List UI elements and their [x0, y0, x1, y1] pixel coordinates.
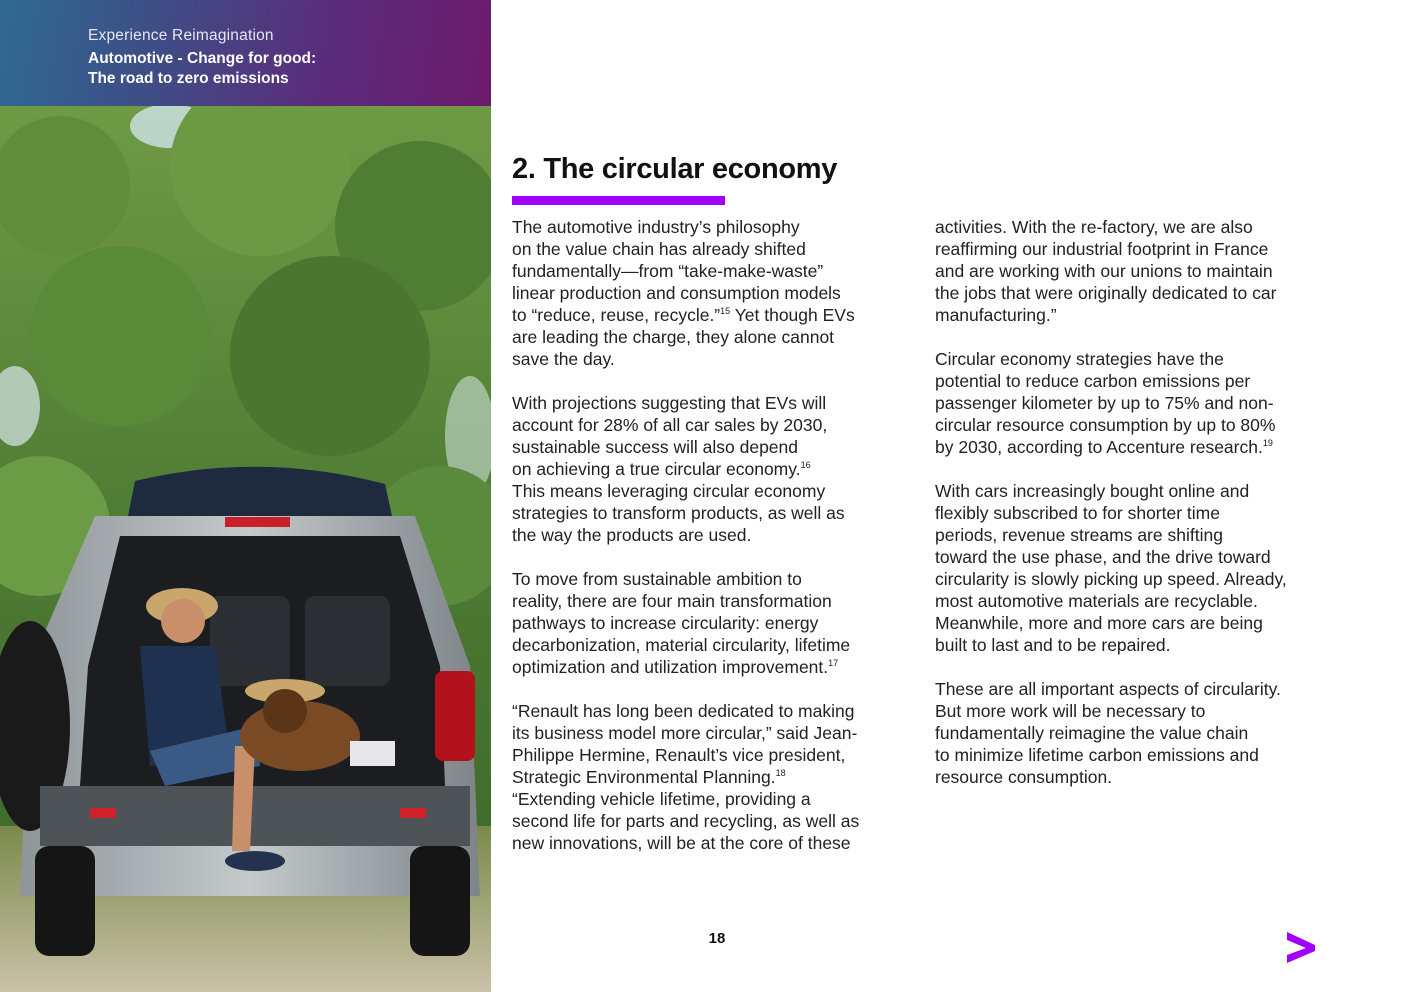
paragraph-1 [512, 216, 896, 370]
reflector [400, 808, 426, 818]
paragraph-1-tail: Yet though EVs are leading the charge, they alone cannot save the day. [512, 305, 855, 369]
footnote-ref: 17 [828, 658, 839, 668]
paragraph-4 [512, 700, 896, 854]
page-number: 18 [708, 930, 726, 947]
paragraph-4-tail: “Extending vehicle lifetime, providing a second life for parts and recycling, as well as new innovations, will be at the core of these [512, 789, 860, 853]
paragraph-6 [935, 348, 1325, 458]
reflector [90, 808, 116, 818]
paragraph-6-text: Circular economy strategies have the potential to reduce carbon emissions per passenger kilometer by up to 75% and non- circular resource consumption by up to 80% by 2030, according to Accenture research. [935, 349, 1276, 457]
right-column [935, 216, 1325, 788]
accenture-greater-than-icon-svg [1284, 930, 1318, 964]
seat [210, 596, 290, 686]
man-shoe [225, 851, 285, 871]
header-eyebrow: Experience Reimagination [88, 27, 274, 44]
header-title-line-2: The road to zero emissions [88, 70, 289, 87]
heading-accent-rule [512, 196, 725, 205]
header-band [0, 0, 491, 106]
hero-photo [0, 106, 491, 992]
paragraph-2 [512, 392, 896, 546]
footnote-ref: 16 [800, 460, 811, 470]
paragraph-3-text: To move from sustainable ambition to reality, there are four main transformation pathways to increase circularity: energy decarbonization, material circularity, lifetime optimization and utilization improvement. [512, 569, 851, 677]
paragraph-4-text: “Renault has long been dedicated to making its business model more circular,” said Jean- Philippe Hermine, Renault’s vice president, Strategic Environmental Planning. [512, 701, 858, 787]
brake-light [225, 517, 290, 527]
foliage [30, 246, 210, 426]
footnote-ref: 15 [720, 306, 731, 316]
seat [305, 596, 390, 686]
paragraph-2-text: With projections suggesting that EVs will account for 28% of all car sales by 2030, sustainable success will also depend on achieving a true circular economy. [512, 393, 828, 479]
paragraph-5: activities. With the re-factory, we are also reaffirming our industrial footprint in France and are working with our unions to maintain the jobs that were originally dedicated to car manufacturing.” [935, 217, 1277, 325]
paragraph-8: These are all important aspects of circularity. But more work will be necessary to fundamentally reimagine the value chain to minimize lifetime carbon emissions and resource consumption. [935, 679, 1281, 787]
dog-head [263, 689, 307, 733]
header-title [88, 49, 478, 89]
white-bag [350, 741, 395, 766]
foliage [230, 256, 430, 456]
man-head [161, 599, 205, 643]
paragraph-7: With cars increasingly bought online and flexibly subscribed to for shorter time periods, revenue streams are shifting toward the use phase, and the drive toward circularity is slowly picking up speed. Already, most automotive materials are recyclable. Meanwhile, more and more cars are being built to last and to be repaired. [935, 481, 1287, 655]
footnote-ref: 19 [1262, 438, 1273, 448]
accenture-greater-than-icon[interactable] [1284, 930, 1318, 964]
paragraph-1-text: The automotive industry’s philosophy on the value chain has already shifted fundamentally—from “take-make-waste” linear production and consumption models to “reduce, reuse, recycle.” [512, 217, 841, 325]
left-column [512, 216, 896, 854]
wheel [35, 846, 95, 956]
footnote-ref: 18 [775, 768, 786, 778]
paragraph-2-tail: This means leveraging circular economy strategies to transform products, as well as the way the products are used. [512, 481, 845, 545]
section-heading: 2. The circular economy [512, 153, 838, 185]
tail-light [435, 671, 475, 761]
paragraph-3 [512, 568, 896, 678]
header-title-line-1: Automotive - Change for good: [88, 50, 317, 67]
wheel [410, 846, 470, 956]
hero-photo-illustration [0, 106, 491, 992]
